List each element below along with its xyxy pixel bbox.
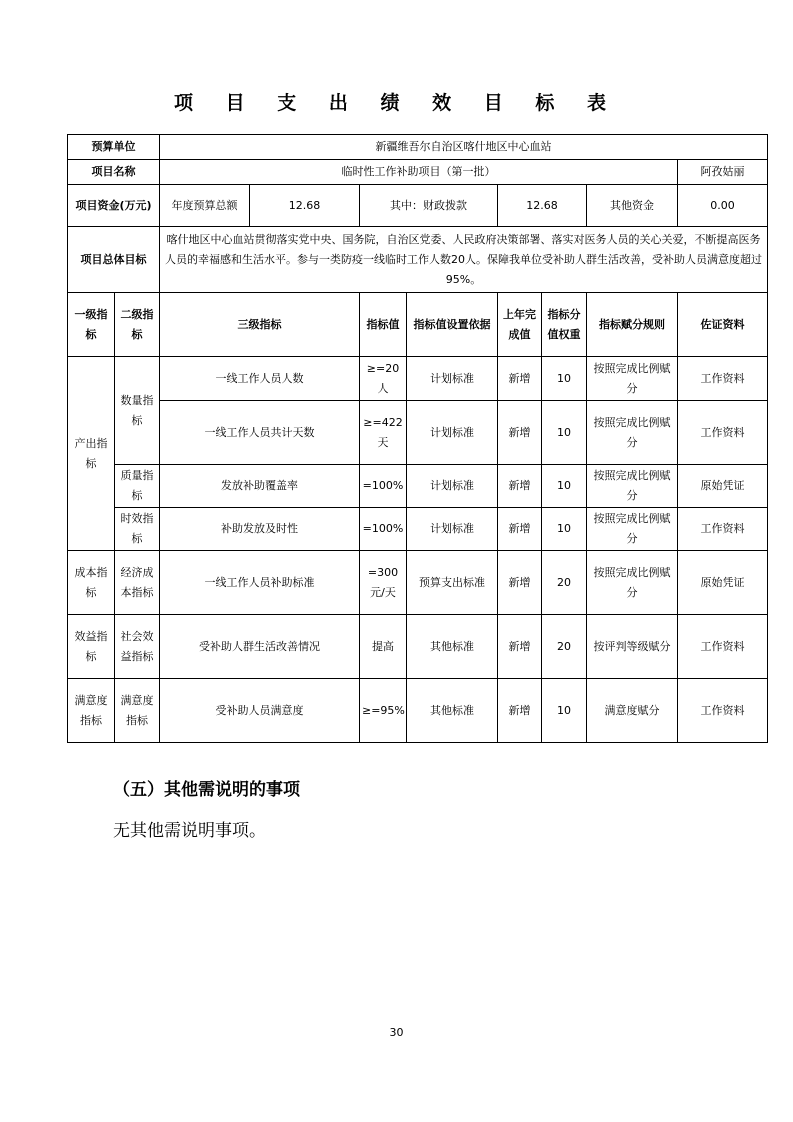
indicator-evidence: 工作资料 — [678, 401, 768, 465]
funds-label: 项目资金(万元) — [68, 185, 160, 227]
header-level1: 一级指标 — [68, 293, 115, 357]
header-level3: 三级指标 — [160, 293, 360, 357]
indicator-last-year: 新增 — [498, 401, 542, 465]
indicator-last-year: 新增 — [498, 615, 542, 679]
budget-unit-row — [68, 135, 768, 160]
section-heading: （五）其他需说明的事项 — [113, 780, 300, 800]
indicator-basis: 计划标准 — [407, 508, 498, 551]
indicator-evidence: 原始凭证 — [678, 465, 768, 508]
indicator-basis: 计划标准 — [407, 401, 498, 465]
goal-label: 项目总体目标 — [68, 227, 160, 293]
annual-budget-value: 12.68 — [250, 185, 360, 227]
group-benefit: 效益指标 — [68, 615, 115, 679]
budget-unit-value: 新疆维吾尔自治区喀什地区中心血站 — [160, 135, 768, 160]
indicator-last-year: 新增 — [498, 357, 542, 401]
indicator-name: 受补助人群生活改善情况 — [160, 615, 360, 679]
indicator-last-year: 新增 — [498, 508, 542, 551]
indicator-name: 发放补助覆盖率 — [160, 465, 360, 508]
indicator-value: 提高 — [360, 615, 407, 679]
funds-row — [68, 185, 768, 227]
indicator-name: 受补助人员满意度 — [160, 679, 360, 743]
indicator-weight: 20 — [542, 615, 587, 679]
indicator-rule: 按照完成比例赋分 — [587, 357, 678, 401]
project-name-value: 临时性工作补助项目（第一批） — [160, 160, 678, 185]
indicator-basis: 其他标准 — [407, 679, 498, 743]
page-number: 30 — [389, 1026, 404, 1039]
header-rule: 指标赋分规则 — [587, 293, 678, 357]
table-row — [68, 508, 768, 551]
indicator-name: 一线工作人员人数 — [160, 357, 360, 401]
indicator-weight: 10 — [542, 508, 587, 551]
project-person: 阿孜姑丽 — [678, 160, 768, 185]
project-name-row — [68, 160, 768, 185]
other-funds-value: 0.00 — [678, 185, 768, 227]
header-evidence: 佐证资料 — [678, 293, 768, 357]
indicator-last-year: 新增 — [498, 551, 542, 615]
indicator-rule: 按照完成比例赋分 — [587, 508, 678, 551]
indicator-weight: 10 — [542, 401, 587, 465]
indicator-rule: 满意度赋分 — [587, 679, 678, 743]
indicator-value: ≥=95% — [360, 679, 407, 743]
table-row — [68, 679, 768, 743]
indicator-value: ≥=422天 — [360, 401, 407, 465]
indicator-value: =100% — [360, 465, 407, 508]
goal-row — [68, 227, 768, 293]
indicator-name: 补助发放及时性 — [160, 508, 360, 551]
performance-target-table — [67, 134, 768, 743]
table-row — [68, 401, 768, 465]
indicator-value: ≥=20人 — [360, 357, 407, 401]
indicator-value: =300元/天 — [360, 551, 407, 615]
header-level2: 二级指标 — [115, 293, 160, 357]
group-satisfaction: 满意度指标 — [68, 679, 115, 743]
document-title: 项 目 支 出 绩 效 目 标 表 — [174, 92, 619, 114]
group-output: 产出指标 — [68, 357, 115, 551]
project-name-label: 项目名称 — [68, 160, 160, 185]
indicator-rule: 按照完成比例赋分 — [587, 465, 678, 508]
indicator-weight: 10 — [542, 357, 587, 401]
indicator-basis: 计划标准 — [407, 465, 498, 508]
table-row — [68, 357, 768, 401]
indicator-name: 一线工作人员共计天数 — [160, 401, 360, 465]
group-satisfaction-sub: 满意度指标 — [115, 679, 160, 743]
other-funds-label: 其他资金 — [587, 185, 678, 227]
group-quality: 质量指标 — [115, 465, 160, 508]
annual-budget-label: 年度预算总额 — [160, 185, 250, 227]
indicator-evidence: 工作资料 — [678, 357, 768, 401]
group-social-benefit: 社会效益指标 — [115, 615, 160, 679]
indicator-weight: 20 — [542, 551, 587, 615]
indicator-evidence: 原始凭证 — [678, 551, 768, 615]
group-quantity: 数量指标 — [115, 357, 160, 465]
section-body: 无其他需说明事项。 — [113, 821, 266, 841]
indicator-weight: 10 — [542, 465, 587, 508]
indicator-weight: 10 — [542, 679, 587, 743]
header-value: 指标值 — [360, 293, 407, 357]
indicator-basis: 预算支出标准 — [407, 551, 498, 615]
indicator-evidence: 工作资料 — [678, 615, 768, 679]
header-weight: 指标分值权重 — [542, 293, 587, 357]
table-row — [68, 465, 768, 508]
indicator-name: 一线工作人员补助标准 — [160, 551, 360, 615]
header-basis: 指标值设置依据 — [407, 293, 498, 357]
indicator-rule: 按照完成比例赋分 — [587, 551, 678, 615]
indicator-evidence: 工作资料 — [678, 508, 768, 551]
indicator-rule: 按照完成比例赋分 — [587, 401, 678, 465]
group-timeliness: 时效指标 — [115, 508, 160, 551]
header-last-year: 上年完成值 — [498, 293, 542, 357]
indicator-rule: 按评判等级赋分 — [587, 615, 678, 679]
indicator-basis: 计划标准 — [407, 357, 498, 401]
table-row — [68, 551, 768, 615]
group-cost: 成本指标 — [68, 551, 115, 615]
indicator-last-year: 新增 — [498, 465, 542, 508]
indicator-value: =100% — [360, 508, 407, 551]
indicator-basis: 其他标准 — [407, 615, 498, 679]
indicator-evidence: 工作资料 — [678, 679, 768, 743]
indicator-last-year: 新增 — [498, 679, 542, 743]
fiscal-label: 其中：财政拨款 — [360, 185, 498, 227]
fiscal-value: 12.68 — [498, 185, 587, 227]
header-row — [68, 293, 768, 357]
goal-text: 喀什地区中心血站贯彻落实党中央、国务院，自治区党委、人民政府决策部署、落实对医务人员的关心关爱，不断提高医务人员的幸福感和生活水平。参与一类防疫一线临时工作人数20人。保障我单位受补助人群生活改善，受补助人员满意度超过95%。 — [160, 227, 768, 293]
budget-unit-label: 预算单位 — [68, 135, 160, 160]
group-economic-cost: 经济成本指标 — [115, 551, 160, 615]
table-row — [68, 615, 768, 679]
